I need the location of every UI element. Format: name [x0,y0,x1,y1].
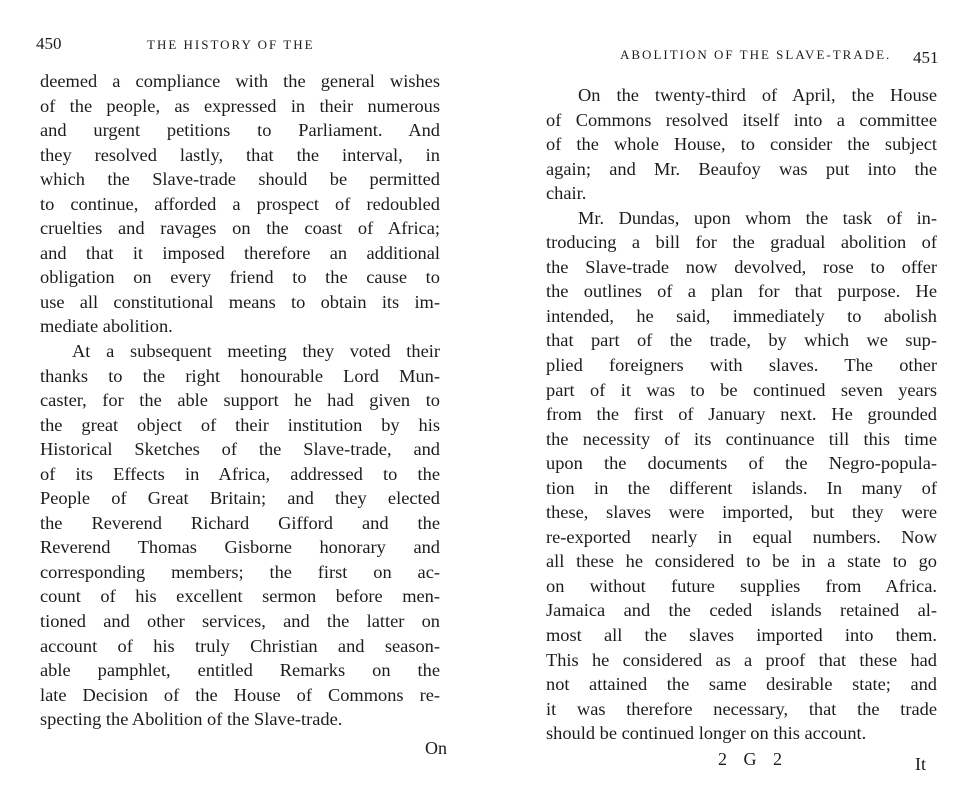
text-line: tioned and other services, and the latter on [40,611,440,632]
text-line: upon the documents of the Negro-popula- [546,453,937,474]
text-line: caster, for the able support he had given to [40,390,440,411]
text-line: they resolved lastly, that the interval, in [40,144,440,165]
text-line: use all constitutional means to obtain its im- [40,291,440,312]
text-line: On the twenty-third of April, the House [578,85,937,105]
text-line: Jamaica and the ceded islands retained al- [546,600,937,621]
page-number: 450 [36,34,62,53]
text-line: able pamphlet, entitled Remarks on the [40,660,440,681]
text-line: of the people, as expressed in their numerous [40,95,440,116]
left-page [0,0,480,809]
text-line: again; and Mr. Beaufoy was put into the [546,158,937,179]
text-line: on without future supplies from Africa. [546,575,937,596]
text-line: most all the slaves imported into them. [546,625,937,646]
text-line: re-exported nearly in equal numbers. Now [546,526,937,547]
page-number: 451 [913,48,939,67]
text-line: troducing a bill for the gradual abolition of [546,232,937,253]
text-line: and urgent petitions to Parliament. And [40,120,440,141]
text-line: intended, he said, immediately to abolish [546,305,937,326]
text-line: specting the Abolition of the Slave-trade. [40,709,343,730]
text-line: At a subsequent meeting they voted their [72,341,440,362]
text-line: these, slaves were imported, but they were [546,502,937,523]
text-line: obligation on every friend to the cause to [40,267,440,288]
catchword: It [915,754,926,774]
signature-mark: 2 G 2 [718,749,788,769]
text-line: tion in the different islands. In many of [546,477,937,498]
text-line: This he considered as a proof that these had [546,649,937,670]
left-text-block [40,69,440,732]
text-line: the great object of their institution by his [40,414,440,435]
text-line: late Decision of the House of Commons re- [40,684,440,705]
text-line: chair. [546,183,587,204]
text-line: the outlines of a plan for that purpose. He [546,281,937,302]
text-line: to continue, afforded a prospect of redoubled [40,193,440,214]
text-line: the Slave-trade now devolved, rose to offer [546,256,937,277]
text-line: Mr. Dundas, upon whom the task of in- [578,207,937,228]
text-line: account of his truly Christian and season- [40,635,440,656]
text-line: corresponding members; the first on ac- [40,561,440,582]
text-line: thanks to the right honourable Lord Mun- [40,365,440,386]
text-line: deemed a compliance with the general wishes [40,71,440,91]
text-line: of its Effects in Africa, addressed to the [40,463,440,484]
text-line: mediate abolition. [40,316,173,337]
text-line: the Reverend Richard Gifford and the [40,512,440,533]
text-line: Reverend Thomas Gisborne honorary and [40,537,440,558]
text-line: part of it was to be continued seven years [546,379,937,400]
text-line: plied foreigners with slaves. The other [546,355,937,376]
right-page [500,0,980,809]
text-line: which the Slave-trade should be permitted [40,169,440,190]
text-line: all these he considered to be in a state to go [546,551,937,572]
text-line: and that it imposed therefore an additional [40,242,440,263]
text-line: that part of the trade, by which we sup- [546,330,937,351]
text-line: of Commons resolved itself into a committee [546,109,937,130]
text-line: Historical Sketches of the Slave-trade, and [40,439,440,460]
text-line: not attained the same desirable state; and [546,674,937,695]
running-head: ABOLITION OF THE SLAVE-TRADE. [620,47,892,62]
text-line: of the whole House, to consider the subject [546,134,937,155]
text-line: the necessity of its continuance till this time [546,428,937,449]
text-line: People of Great Britain; and they elected [40,488,440,509]
text-line: count of his excellent sermon before men- [40,586,440,607]
catchword: On [425,738,447,758]
text-line: cruelties and ravages on the coast of Africa; [40,218,440,239]
text-line: it was therefore necessary, that the trade [546,698,937,719]
right-text-block [546,83,937,746]
running-head: THE HISTORY OF THE [147,37,315,52]
text-line: from the first of January next. He grounded [546,404,937,425]
text-line: should be continued longer on this account. [546,723,867,744]
